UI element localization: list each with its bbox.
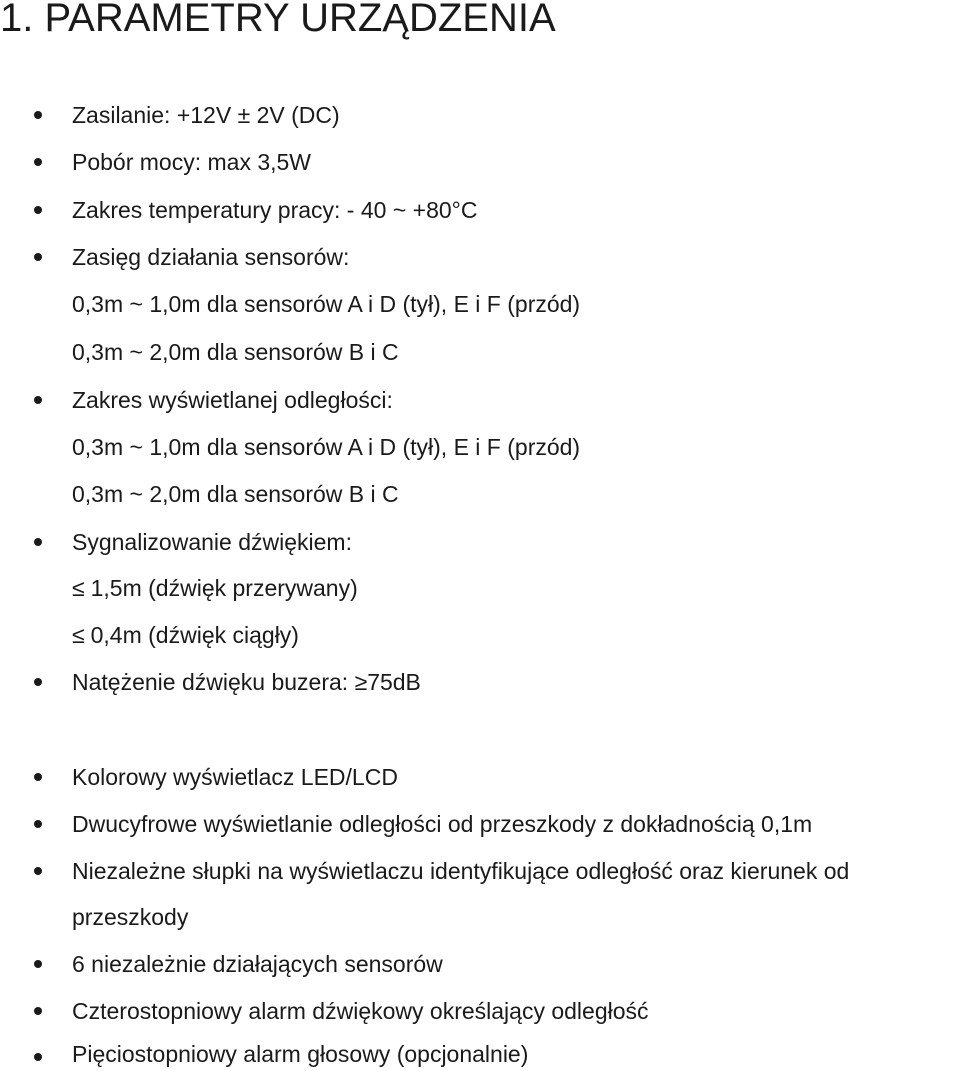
spec-independent-bars-cont: przeszkody <box>72 904 189 930</box>
bullet-icon <box>34 1007 42 1015</box>
spec-buzzer-level-value: 75dB <box>367 669 421 695</box>
spec-sound-signal: Sygnalizowanie dźwiękiem: <box>72 529 352 555</box>
spec-sound-intermittent <box>72 573 358 603</box>
bullet-icon <box>34 678 42 686</box>
spec-five-stage-voice-alarm: Pięciostopniowy alarm głosowy (opcjonalnie) <box>72 1041 529 1067</box>
bullet-icon <box>34 773 42 781</box>
bullet-icon <box>34 111 42 119</box>
bullet-icon <box>34 1053 42 1061</box>
spec-display-range: Zakres wyświetlanej odległości: <box>72 387 393 413</box>
spec-temperature: Zakres temperatury pracy: - 40 ~ +80°C <box>72 197 478 223</box>
spec-sound-continuous <box>72 620 299 650</box>
spec-four-stage-alarm: Czterostopniowy alarm dźwiękowy określający odległość <box>72 998 649 1024</box>
less-equal-icon: ≤ <box>72 575 85 601</box>
spec-display-type: Kolorowy wyświetlacz LED/LCD <box>72 764 398 790</box>
bullet-icon <box>34 820 42 828</box>
spec-sensor-range: Zasięg działania sensorów: <box>72 244 350 270</box>
spec-display-range-bc: 0,3m ~ 2,0m dla sensorów B i C <box>72 481 399 507</box>
spec-sensor-range-ad: 0,3m ~ 1,0m dla sensorów A i D (tył), E i F (przód) <box>72 291 581 317</box>
spec-display-range-ad: 0,3m ~ 1,0m dla sensorów A i D (tył), E i F (przód) <box>72 434 581 460</box>
spec-power-consumption: Pobór mocy: max 3,5W <box>72 149 312 175</box>
spec-buzzer-level-label: Natężenie dźwięku buzera: <box>72 669 349 695</box>
bullet-icon <box>34 253 42 261</box>
spec-power-supply: Zasilanie: +12V ± 2V (DC) <box>72 102 340 128</box>
less-equal-icon: ≤ <box>72 622 85 648</box>
spec-sound-intermittent-text: 1,5m (dźwięk przerywany) <box>90 575 358 601</box>
bullet-icon <box>34 538 42 546</box>
spec-buzzer-level <box>72 667 421 697</box>
spec-two-digit-display: Dwucyfrowe wyświetlanie odległości od przeszkody z dokładnością 0,1m <box>72 811 813 837</box>
page-title: 1. PARAMETRY URZĄDZENIA <box>0 0 556 40</box>
bullet-icon <box>34 206 42 214</box>
bullet-icon <box>34 867 42 875</box>
spec-sensor-range-bc: 0,3m ~ 2,0m dla sensorów B i C <box>72 339 399 365</box>
spec-independent-bars: Niezależne słupki na wyświetlaczu identyfikujące odległość oraz kierunek od <box>72 858 850 884</box>
bullet-icon <box>34 396 42 404</box>
spec-sound-continuous-text: 0,4m (dźwięk ciągły) <box>90 622 299 648</box>
greater-equal-icon: ≥ <box>354 669 368 695</box>
bullet-icon <box>34 960 42 968</box>
bullet-icon <box>34 158 42 166</box>
spec-six-sensors: 6 niezależnie działających sensorów <box>72 951 443 977</box>
